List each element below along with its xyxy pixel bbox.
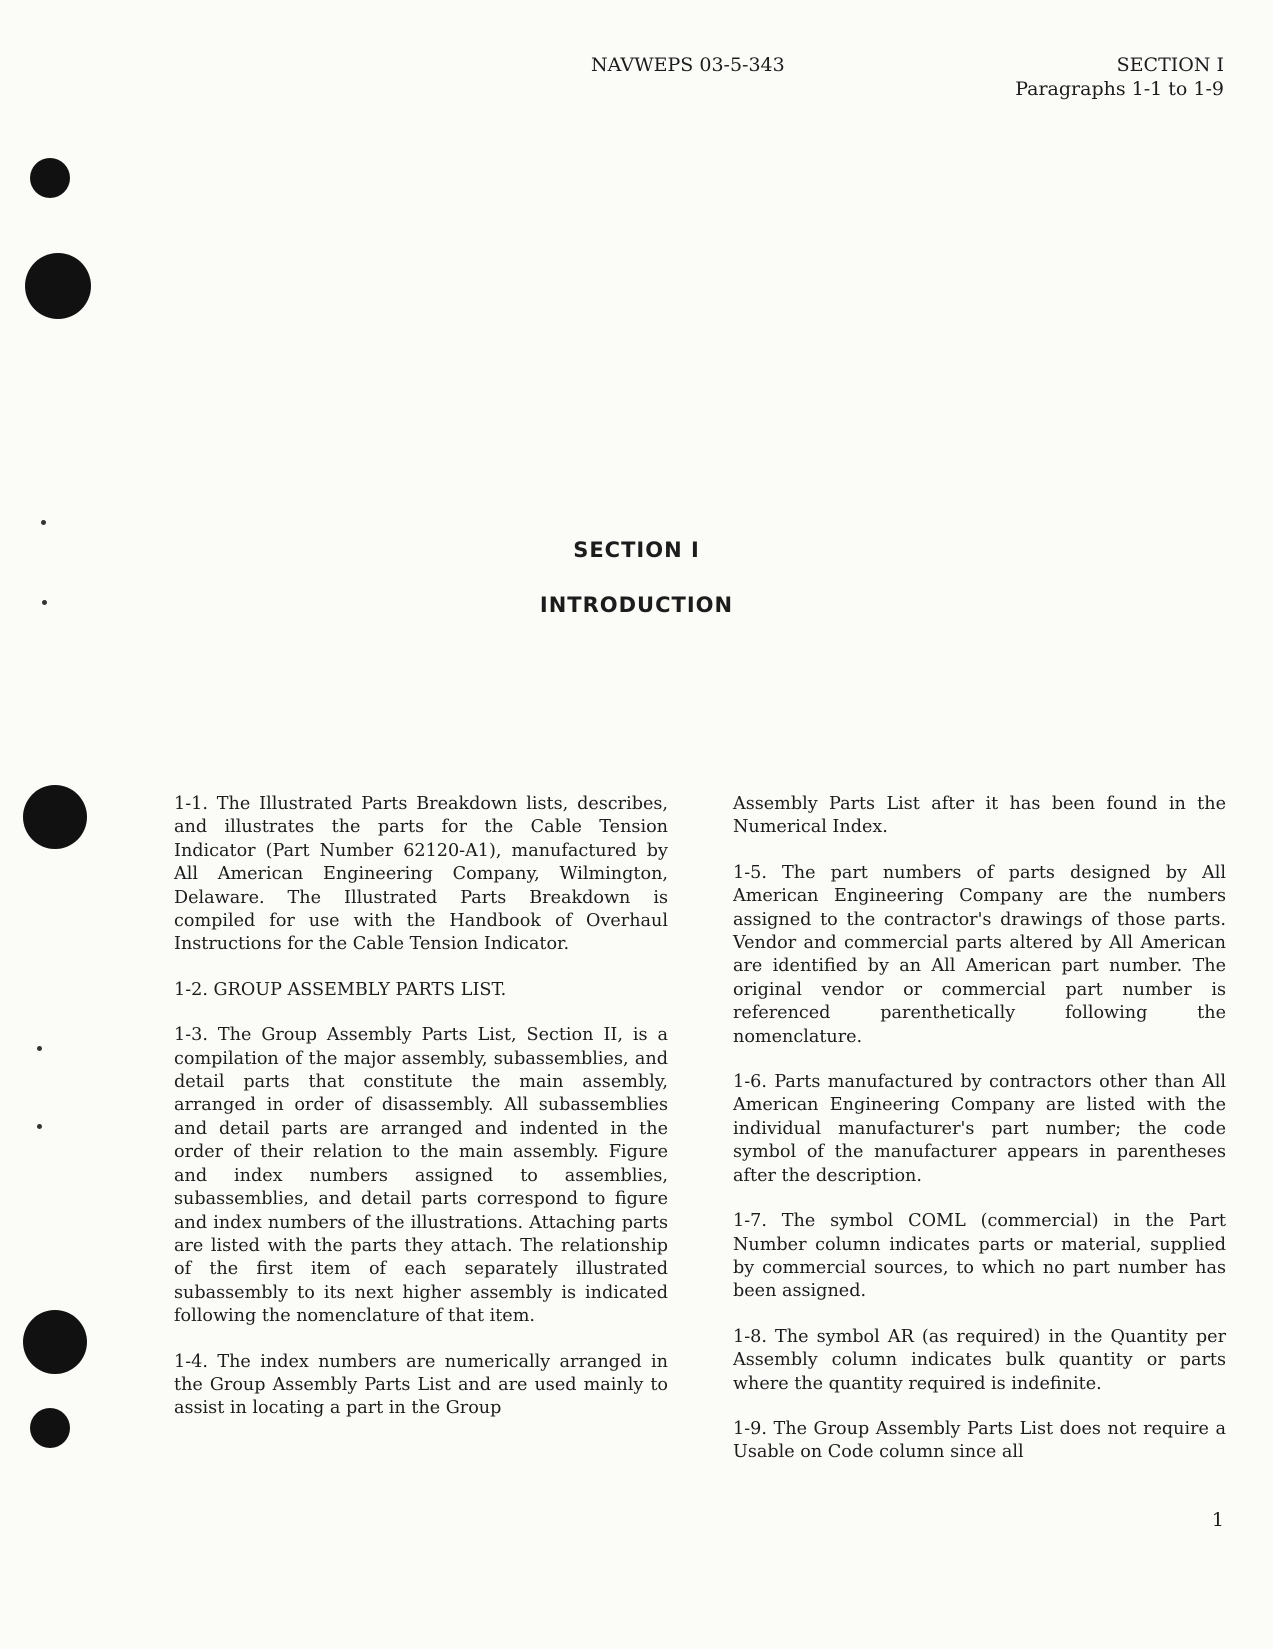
introduction-heading: INTRODUCTION: [539, 593, 734, 617]
speck-mark: [37, 1124, 42, 1129]
paragraph-1-8: 1-8. The symbol AR (as required) in the Quantity per Assembly column indicates bulk quantity or parts where the quantity required is indefinite.: [733, 1326, 1226, 1394]
paragraph-1-9: 1-9. The Group Assembly Parts List does not require a Usable on Code column since all: [733, 1418, 1226, 1463]
binder-hole: [23, 785, 87, 849]
paragraph-1-5: 1-5. The part numbers of parts designed by All American Engineering Company are the numbers assigned to the contractor's drawings of those parts. Vendor and commercial parts altered by All American are identified by an All American part number. The original vendor or commercial part number is referenced parenthetically following the nomenclature.: [733, 862, 1226, 1047]
paragraph-1-7: 1-7. The symbol COML (commercial) in the Part Number column indicates parts or material, supplied by commercial sources, to which no part number has been assigned.: [733, 1211, 1226, 1302]
paragraph-1-3: 1-3. The Group Assembly Parts List, Section II, is a compilation of the major assembly, subassemblies, and detail parts that constitute the main assembly, arranged in order of disassembly. All subassemblies and detail parts are arranged and indented in the order of their relation to the main assembly. Figure and index numbers assigned to assemblies, subassemblies, and detail parts correspond to figure and index numbers of the illustrations. Attaching parts are listed with the parts they attach. The relationship of the first item of each separately illustrated subassembly to its next higher assembly is indicated following the nomenclature of that item.: [174, 1025, 668, 1327]
binder-hole: [25, 253, 91, 319]
paragraph-1-6: 1-6. Parts manufactured by contractors other than All American Engineering Company are listed with the individual manufacturer's part number; the code symbol of the manufacturer appears in parentheses after the description.: [733, 1072, 1226, 1186]
speck-mark: [37, 1046, 42, 1051]
doc-number: NAVWEPS 03-5-343: [591, 54, 785, 76]
binder-hole: [30, 1408, 70, 1448]
binder-hole: [30, 158, 70, 198]
binder-hole: [23, 1310, 87, 1374]
paragraph-1-4-continued: Assembly Parts List after it has been found in the Numerical Index.: [733, 794, 1226, 838]
left-column: [174, 793, 668, 1443]
section-heading: SECTION I: [573, 538, 700, 562]
paragraph-1-2: 1-2. GROUP ASSEMBLY PARTS LIST.: [174, 979, 507, 1000]
page-number: 1: [1211, 1509, 1224, 1531]
paragraph-1-1: 1-1. The Illustrated Parts Breakdown lists, describes, and illustrates the parts for the Cable Tension Indicator (Part Number 62120-A1), manufactured by All American Engineering Company, Wilmington, Delaware. The Illustrated Parts Breakdown is compiled for use with the Handbook of Overhaul Instructions for the Cable Tension Indicator.: [174, 794, 668, 955]
header-section: SECTION I: [1116, 54, 1224, 76]
right-column: [733, 793, 1226, 1487]
header-paragraphs: Paragraphs 1-1 to 1-9: [1015, 78, 1224, 100]
paragraph-1-4: 1-4. The index numbers are numerically arranged in the Group Assembly Parts List and are used mainly to assist in locating a part in the Group: [174, 1351, 668, 1419]
speck-mark: [41, 520, 46, 525]
